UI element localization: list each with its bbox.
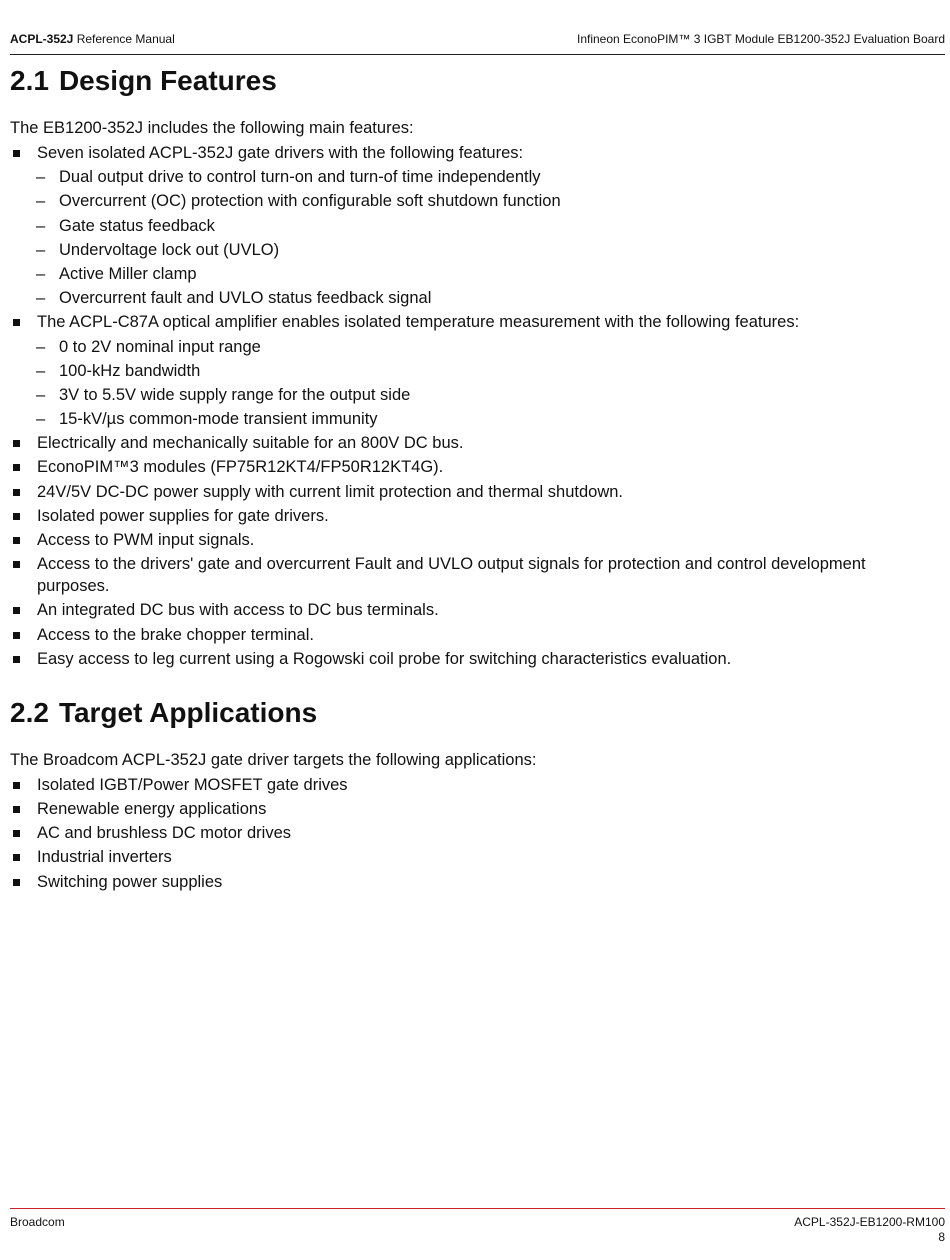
list-item: [10, 456, 940, 478]
page-header: [10, 32, 945, 55]
list-item: [10, 553, 940, 597]
list-item-text: Overcurrent fault and UVLO status feedback signal: [59, 289, 432, 308]
sub-list-item: [10, 360, 940, 382]
application-list: [10, 774, 940, 893]
dash-bullet-icon: –: [36, 192, 46, 211]
list-item-text: 15-kV/µs common-mode transient immunity: [59, 410, 378, 429]
square-bullet-icon: [13, 830, 20, 837]
list-item-text: Easy access to leg current using a Rogowski coil probe for switching characteristics evaluation.: [37, 649, 732, 668]
list-item-text: Undervoltage lock out (UVLO): [59, 240, 280, 259]
list-item: [10, 624, 940, 646]
header-doc-code: ACPL-352J: [10, 32, 74, 46]
page-content: [10, 62, 940, 895]
list-item-text: Electrically and mechanically suitable for an 800V DC bus.: [37, 434, 464, 453]
square-bullet-icon: [13, 632, 20, 639]
section-title: Target Applications: [58, 696, 318, 728]
footer-doc-id: ACPL-352J-EB1200-RM100: [794, 1215, 945, 1229]
section-heading: [10, 694, 940, 732]
list-item-text: EconoPIM™3 modules (FP75R12KT4/FP50R12KT4G).: [37, 458, 444, 477]
list-item-text: Seven isolated ACPL-352J gate drivers with the following features:: [37, 144, 524, 162]
sub-list-item: [10, 336, 940, 358]
list-item-text: Industrial inverters: [37, 848, 172, 867]
square-bullet-icon: [13, 537, 20, 544]
list-item: [10, 871, 940, 893]
section-title: Design Features: [58, 65, 277, 96]
square-bullet-icon: [13, 513, 20, 520]
square-bullet-icon: [13, 464, 20, 471]
list-item-text: Access to the drivers' gate and overcurrent Fault and UVLO output signals for protection and control development purposes.: [37, 555, 866, 596]
list-item: [10, 599, 940, 621]
dash-bullet-icon: –: [36, 289, 46, 308]
list-item-text: 3V to 5.5V wide supply range for the output side: [59, 385, 411, 404]
dash-bullet-icon: –: [36, 216, 46, 235]
list-item: [10, 846, 940, 868]
section-number: 2.2: [10, 696, 49, 728]
section-intro: The Broadcom ACPL-352J gate driver targets the following applications:: [10, 750, 537, 769]
footer-divider: [10, 1208, 945, 1209]
list-item: [10, 432, 940, 454]
feature-list: [10, 142, 940, 670]
sub-list-item: [10, 384, 940, 406]
header-left: [10, 32, 175, 46]
list-item-text: AC and brushless DC motor drives: [37, 824, 292, 843]
list-item-text: Access to the brake chopper terminal.: [37, 625, 314, 644]
list-item: [10, 648, 940, 670]
dash-bullet-icon: –: [36, 385, 46, 404]
dash-bullet-icon: –: [36, 337, 46, 356]
square-bullet-icon: [13, 879, 20, 886]
list-item-text: An integrated DC bus with access to DC bus terminals.: [37, 601, 439, 620]
sub-list-item: [10, 190, 940, 212]
dash-bullet-icon: –: [36, 264, 46, 283]
section-design-features: [10, 62, 940, 670]
sub-list-item: [10, 215, 940, 237]
dash-bullet-icon: –: [36, 361, 46, 380]
list-item: [10, 311, 940, 333]
list-item-text: Isolated power supplies for gate drivers.: [37, 506, 329, 525]
square-bullet-icon: [13, 489, 20, 496]
sub-list-item: [10, 408, 940, 430]
square-bullet-icon: [13, 806, 20, 813]
section-target-applications: [10, 694, 940, 893]
list-item: [10, 798, 940, 820]
dash-bullet-icon: –: [36, 168, 46, 187]
sub-list-item: [10, 263, 940, 285]
square-bullet-icon: [13, 782, 20, 789]
list-item-text: 0 to 2V nominal input range: [59, 337, 261, 356]
list-item-text: Active Miller clamp: [59, 264, 197, 283]
list-item-text: Gate status feedback: [59, 216, 215, 235]
list-item-text: 24V/5V DC-DC power supply with current limit protection and thermal shutdown.: [37, 482, 624, 501]
square-bullet-icon: [13, 607, 20, 614]
list-item-text: Overcurrent (OC) protection with configurable soft shutdown function: [59, 192, 561, 211]
dash-bullet-icon: –: [36, 240, 46, 259]
list-item: [10, 529, 940, 551]
sub-list-item: [10, 239, 940, 261]
list-item: [10, 822, 940, 844]
square-bullet-icon: [13, 319, 20, 326]
square-bullet-icon: [13, 440, 20, 447]
footer-page-number: 8: [938, 1230, 945, 1244]
dash-bullet-icon: –: [36, 410, 46, 429]
list-item-text: 100-kHz bandwidth: [59, 361, 201, 380]
list-item-text: The ACPL-C87A optical amplifier enables isolated temperature measurement with the following features:: [37, 313, 800, 332]
list-item-text: Renewable energy applications: [37, 799, 267, 818]
square-bullet-icon: [13, 854, 20, 861]
sub-list-item: [10, 166, 940, 188]
square-bullet-icon: [13, 561, 20, 568]
list-item: [10, 142, 940, 164]
list-item: [10, 505, 940, 527]
footer-right: [794, 1215, 945, 1245]
square-bullet-icon: [13, 656, 20, 663]
section-number: 2.1: [10, 65, 49, 96]
square-bullet-icon: [13, 150, 20, 157]
section-heading: [10, 62, 940, 100]
header-doc-type: Reference Manual: [76, 32, 175, 46]
list-item-text: Dual output drive to control turn-on and turn-of time independently: [59, 168, 541, 187]
sub-list-item: [10, 287, 940, 309]
header-title: Infineon EconoPIM™ 3 IGBT Module EB1200-352J Evaluation Board: [577, 32, 945, 46]
section-intro: The EB1200-352J includes the following main features:: [10, 119, 414, 137]
list-item: [10, 481, 940, 503]
list-item: [10, 774, 940, 796]
list-item-text: Isolated IGBT/Power MOSFET gate drives: [37, 775, 348, 794]
footer-company: Broadcom: [10, 1215, 65, 1229]
list-item-text: Switching power supplies: [37, 872, 223, 891]
list-item-text: Access to PWM input signals.: [37, 531, 255, 549]
